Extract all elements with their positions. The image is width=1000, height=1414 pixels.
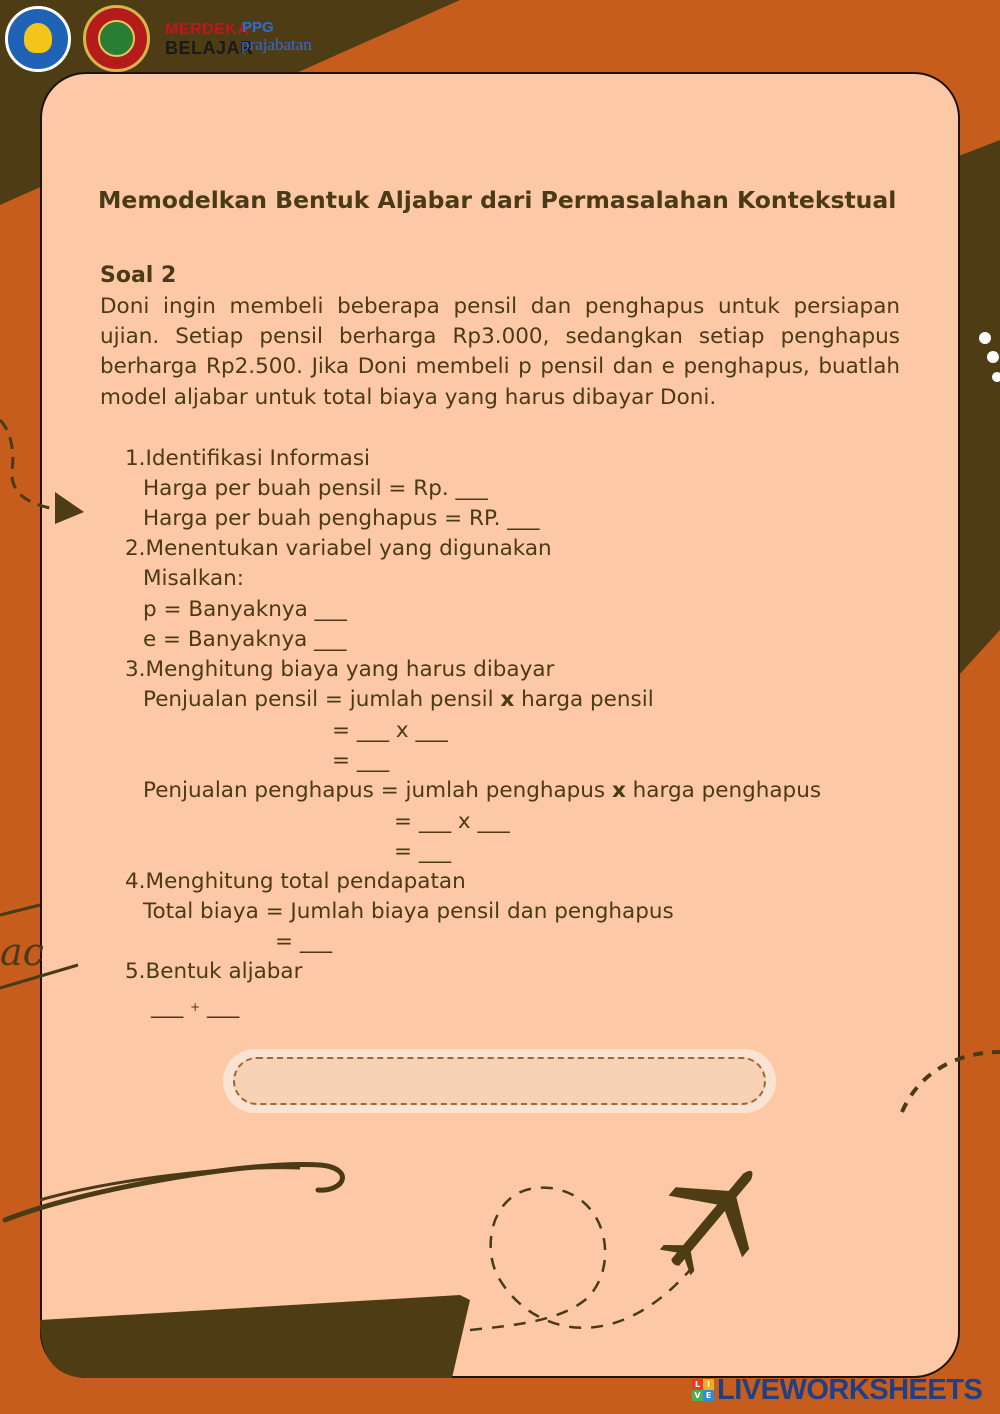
belajar-logo-text: BELAJAR xyxy=(165,38,254,58)
answer-input[interactable] xyxy=(233,1057,766,1105)
step-5-heading: 5.Bentuk aljabar xyxy=(125,959,303,984)
worksheet-title: Memodelkan Bentuk Aljabar dari Permasalahan Kontekstual xyxy=(98,186,897,214)
swoosh-line xyxy=(5,1164,342,1220)
liveworksheets-brand xyxy=(692,1372,982,1408)
step-1-heading: 1.Identifikasi Informasi xyxy=(125,446,371,471)
step-1-penghapus-price: Harga per buah penghapus = RP. ___ xyxy=(143,506,540,531)
step-3-heading: 3.Menghitung biaya yang harus dibayar xyxy=(125,657,555,682)
tut-wuri-handayani-logo-icon xyxy=(5,6,71,72)
step-3-pensil-multiply: = ___ x ___ xyxy=(332,718,448,743)
left-dashed-arrow xyxy=(0,420,60,510)
step-2-variable-p: p = Banyaknya ___ xyxy=(143,597,347,622)
side-handwriting: ac xyxy=(0,930,44,974)
universitas-pgri-madiun-logo-icon xyxy=(83,5,150,72)
step-2-heading: 2.Menentukan variabel yang digunakan xyxy=(125,536,552,561)
ppg-logo-text: PPG xyxy=(242,19,274,36)
step-3-penghapus-formula: Penjualan penghapus = jumlah penghapus x harga penghapus xyxy=(143,778,822,803)
arrow-head-icon xyxy=(55,492,84,524)
merdeka-logo-text: MERDEKA xyxy=(165,21,250,38)
step-3-penghapus-result: = ___ xyxy=(394,839,452,864)
step-4-heading: 4.Menghitung total pendapatan xyxy=(125,869,466,894)
step-3-pensil-formula: Penjualan pensil = jumlah pensil x harga pensil xyxy=(143,687,654,712)
liveworksheets-text: LIVEWORKSHEETS xyxy=(717,1373,983,1406)
question-label: Soal 2 xyxy=(100,263,177,288)
step-2-misalkan: Misalkan: xyxy=(143,566,244,591)
answer-box xyxy=(223,1049,776,1113)
bottom-dark-shape xyxy=(40,1295,470,1378)
step-3-pensil-result: = ___ xyxy=(332,748,390,773)
step-5-algebra-form: ___ + ___ xyxy=(151,994,240,1019)
prajabatan-logo-text: prajabatan xyxy=(241,35,312,54)
airplane-dashed-path xyxy=(470,1188,690,1330)
step-3-penghapus-multiply: = ___ x ___ xyxy=(394,809,510,834)
step-2-variable-e: e = Banyaknya ___ xyxy=(143,627,347,652)
step-1-pensil-price: Harga per buah pensil = Rp. ___ xyxy=(143,476,488,501)
step-4-total-result: = ___ xyxy=(275,929,333,954)
airplane-icon xyxy=(637,1140,788,1294)
right-dashed-curve xyxy=(902,1052,1000,1112)
step-4-total-formula: Total biaya = Jumlah biaya pensil dan penghapus xyxy=(143,899,674,924)
question-text: Doni ingin membeli beberapa pensil dan penghapus untuk persiapan ujian. Setiap pensil berharga Rp3.000, sedangkan setiap penghapus berharga Rp2.500. Jika Doni membeli p pensil dan e penghapus, buatlah model aljabar untuk total biaya yang harus dibayar Doni. xyxy=(100,294,900,410)
liveworksheets-logo-icon: L I V E xyxy=(692,1379,714,1401)
